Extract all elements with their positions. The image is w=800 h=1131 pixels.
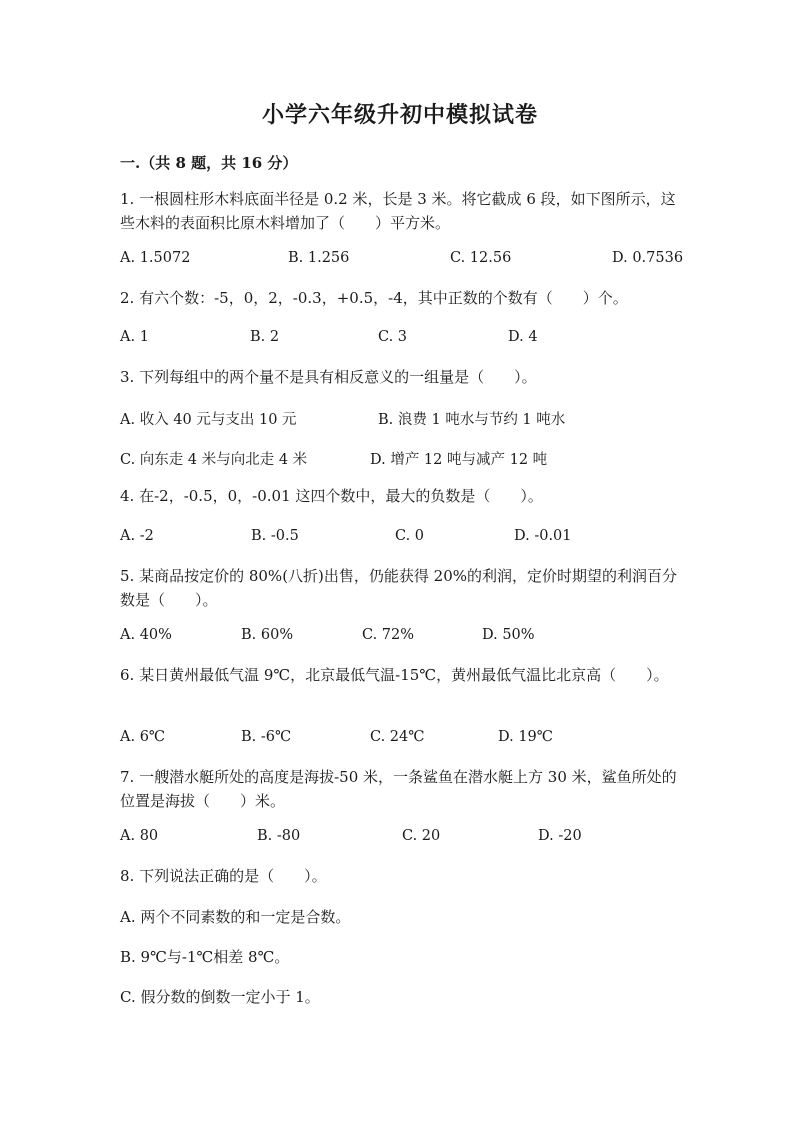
- exam-title: 小学六年级升初中模拟试卷: [261, 102, 538, 128]
- q4-option-d[interactable]: D. -0.01: [514, 528, 572, 544]
- q5-option-b[interactable]: B. 60%: [241, 627, 294, 643]
- question-6-stem: 6. 某日黄州最低气温 9℃，北京最低气温-15℃，黄州最低气温比北京高（ ）。: [120, 666, 669, 684]
- question-8-stem: 8. 下列说法正确的是（ ）。: [120, 867, 327, 885]
- q7-option-b[interactable]: B. -80: [257, 828, 301, 844]
- q3-option-b[interactable]: B. 浪费 1 吨水与节约 1 吨水: [378, 412, 566, 428]
- q6-option-c[interactable]: C. 24℃: [370, 729, 425, 745]
- question-1-options: [120, 250, 700, 274]
- q2-option-d[interactable]: D. 4: [508, 329, 538, 345]
- q4-option-a[interactable]: A. -2: [120, 528, 154, 544]
- q5-option-d[interactable]: D. 50%: [482, 627, 535, 643]
- q1-option-c[interactable]: C. 12.56: [450, 250, 512, 266]
- question-5-options: [120, 627, 700, 651]
- question-4-stem: 4. 在-2，-0.5，0，-0.01 这四个数中，最大的负数是（ ）。: [120, 487, 543, 505]
- question-7-options: [120, 828, 700, 852]
- q3-option-a[interactable]: A. 收入 40 元与支出 10 元: [120, 412, 297, 428]
- q6-option-a[interactable]: A. 6℃: [120, 729, 166, 745]
- q6-option-b[interactable]: B. -6℃: [241, 729, 292, 745]
- question-4-options: [120, 528, 700, 552]
- q5-option-a[interactable]: A. 40%: [120, 627, 172, 643]
- question-2-options: [120, 329, 700, 353]
- question-3-options-row-1: [120, 408, 700, 432]
- q8-option-b[interactable]: B. 9℃与-1℃相差 8℃。: [120, 948, 290, 966]
- q7-option-c[interactable]: C. 20: [402, 828, 441, 844]
- q3-option-c[interactable]: C. 向东走 4 米与向北走 4 米: [120, 452, 308, 468]
- q5-option-c[interactable]: C. 72%: [362, 627, 415, 643]
- section-heading: 一.（共 8 题，共 16 分）: [120, 154, 298, 172]
- question-6-options: [120, 729, 700, 753]
- q2-option-b[interactable]: B. 2: [250, 329, 280, 345]
- q8-option-c[interactable]: C. 假分数的倒数一定小于 1。: [120, 988, 320, 1006]
- q8-option-a[interactable]: A. 两个不同素数的和一定是合数。: [120, 908, 351, 926]
- q7-option-a[interactable]: A. 80: [120, 828, 159, 844]
- q2-option-c[interactable]: C. 3: [378, 329, 408, 345]
- question-3-options-row-2: [120, 448, 700, 472]
- q7-option-d[interactable]: D. -20: [538, 828, 582, 844]
- q6-option-d[interactable]: D. 19℃: [498, 729, 553, 745]
- q2-option-a[interactable]: A. 1: [120, 329, 149, 345]
- question-2-stem: 2. 有六个数：-5，0，2，-0.3，+0.5，-4，其中正数的个数有（ ）个。: [120, 289, 628, 307]
- q4-option-c[interactable]: C. 0: [395, 528, 425, 544]
- q1-option-d[interactable]: D. 0.7536: [612, 250, 684, 266]
- q1-option-b[interactable]: B. 1.256: [288, 250, 350, 266]
- question-1-stem: 1. 一根圆柱形木料底面半径是 0.2 米，长是 3 米。将它截成 6 段，如下图所示，这些木料的表面积比原木料增加了（ ）平方米。: [120, 190, 676, 232]
- q1-option-a[interactable]: A. 1.5072: [120, 250, 191, 266]
- q3-option-d[interactable]: D. 增产 12 吨与减产 12 吨: [370, 452, 548, 468]
- question-5-stem: 5. 某商品按定价的 80%(八折)出售，仍能获得 20%的利润，定价时期望的利润百分数是（ ）。: [120, 567, 678, 609]
- question-3-stem: 3. 下列每组中的两个量不是具有相反意义的一组量是（ ）。: [120, 368, 537, 386]
- q4-option-b[interactable]: B. -0.5: [251, 528, 299, 544]
- question-7-stem: 7. 一艘潜水艇所处的高度是海拔-50 米，一条鲨鱼在潜水艇上方 30 米，鲨鱼所处的位置是海拔（ ）米。: [120, 768, 677, 810]
